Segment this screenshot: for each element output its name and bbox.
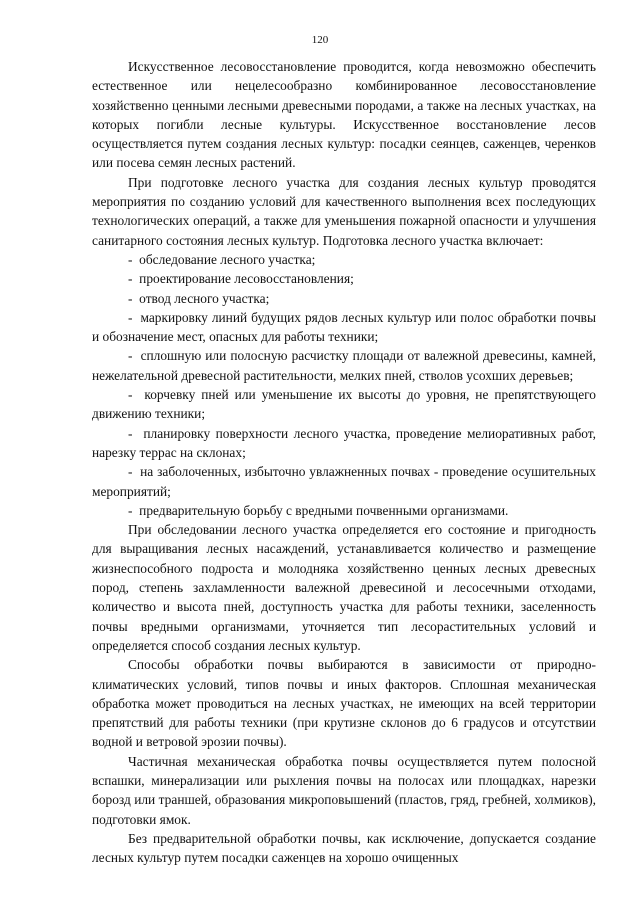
- paragraph-artificial-reforestation: Искусственное лесовосстановление проводится, когда невозможно обеспечить естественное или нецелесообразно комбинированное лесовосстановление хозяйственно ценными лесными древесными породами, а также на лесных участках, на которых погибли лесные культуры. Искусственное восстановление лесов осуществляется путем создания лесных культур: посадки сеянцев, саженцев, черенков или посева семян лесных растений.: [92, 59, 596, 171]
- list-dash: -: [128, 464, 133, 480]
- list-item: [92, 462, 596, 501]
- list-item-text: планировку поверхности лесного участка, проведение мелиоративных работ, нарезку террас на склонах;: [92, 425, 596, 460]
- list-dash: -: [128, 251, 133, 267]
- paragraph-partial-treatment: Частичная механическая обработка почвы осуществляется путем полосной вспашки, минерализации или рыхления почвы на полосах или площадках, нарезки борозд или траншей, образования микроповышений (пластов, гряд, гребней, холмиков), подготовки ямок.: [92, 753, 596, 827]
- paragraph-site-survey: При обследовании лесного участка определяется его состояние и пригодность для выращивания лесных насаждений, устанавливается количество и размещение жизнеспособного подроста и молодняка хозяйственно ценных лесных древесных пород, степень захламленности валежной древесиной и лесосечными отходами, количество и высота пней, доступность участка для работы техники, заселенность почвы вредными организмами, уточняется тип лесорастительных условий и определяется способ создания лесных культур.: [92, 522, 596, 653]
- list-dash: -: [128, 425, 133, 441]
- list-dash: -: [128, 271, 133, 287]
- list-item-text: проектирование лесовосстановления;: [139, 271, 354, 287]
- paragraph-without-treatment: Без предварительной обработки почвы, как исключение, допускается создание лесных культур путем посадки саженцев на хорошо очищенных: [92, 830, 596, 866]
- list-item-text: корчевку пней или уменьшение их высоты до уровня, не препятствующего движению техники;: [92, 387, 596, 422]
- paragraph-soil-treatment-methods: Способы обработки почвы выбираются в зависимости от природно-климатических условий, типов почвы и иных факторов. Сплошная механическая обработка может проводиться на лесных участках, не имеющих на всей территории препятствий для работы техники (при крутизне склонов до 6 градусов и отсутствии водной и ветровой эрозии почвы).: [92, 657, 596, 750]
- list-item-text: маркировку линий будущих рядов лесных культур или полос обработки почвы и обозначение мест, опасных для работы техники;: [92, 309, 596, 345]
- list-dash: -: [128, 502, 133, 518]
- list-item: [92, 250, 596, 269]
- list-item-text: обследование лесного участка;: [139, 251, 316, 267]
- site-preparation-list: [92, 250, 596, 520]
- list-item: [92, 501, 596, 520]
- list-item: [92, 385, 596, 424]
- list-item-text: отвод лесного участка;: [139, 290, 270, 306]
- paragraph-site-preparation: При подготовке лесного участка для создания лесных культур проводятся мероприятия по созданию условий для качественного выполнения всех последующих технологических операций, а также для уменьшения пожарной опасности и улучшения санитарного состояния лесных культур. Подготовка лесного участка включает:: [92, 174, 596, 248]
- list-item: [92, 269, 596, 288]
- page-number: 120: [311, 34, 329, 46]
- list-item: [92, 346, 596, 385]
- list-dash: -: [128, 309, 133, 325]
- list-item: [92, 424, 596, 463]
- list-item-text: на заболоченных, избыточно увлажненных почвах - проведение осушительных мероприятий;: [92, 464, 596, 499]
- list-dash: -: [128, 290, 133, 306]
- page-body: [92, 57, 596, 867]
- list-item: [92, 308, 596, 347]
- list-dash: -: [128, 387, 133, 403]
- list-item: [92, 289, 596, 308]
- list-dash: -: [128, 348, 133, 364]
- list-item-text: сплошную или полосную расчистку площади от валежной древесины, камней, нежелательной древесной растительности, мелких пней, стволов усохших деревьев;: [92, 348, 596, 383]
- list-item-text: предварительную борьбу с вредными почвенными организмами.: [139, 502, 509, 518]
